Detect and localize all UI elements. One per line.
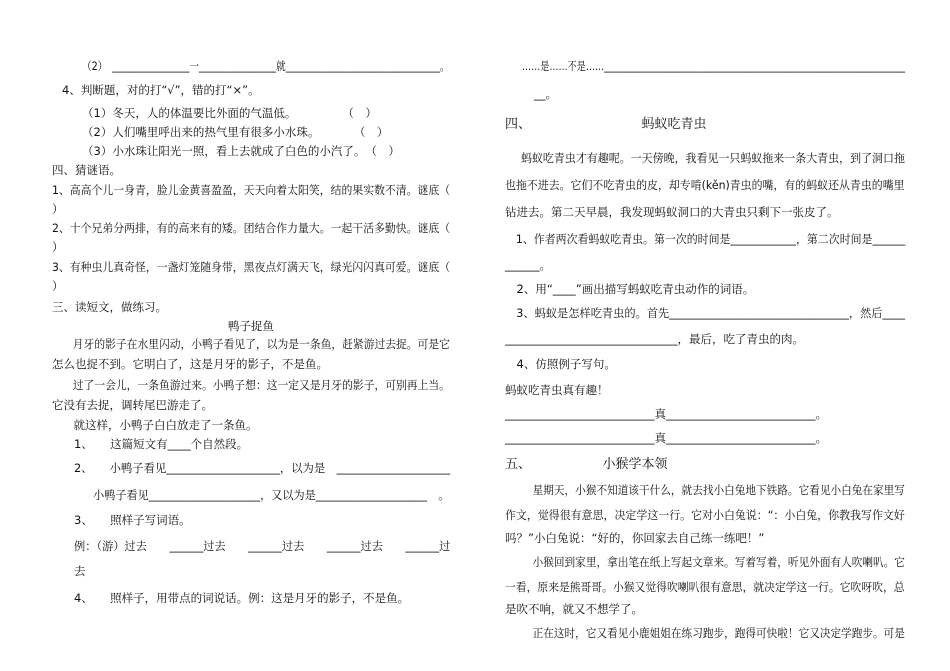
example-sentence: 蚂蚁吃青虫真有趣！: [505, 383, 609, 397]
question-3: 3、蚂蚁是怎样吃青虫的。首先________________________________，然后____: [505, 306, 905, 320]
riddle-2-close: ）: [52, 240, 64, 254]
story-paragraph-line: 它没有去捉，调转尾巴游走了。: [52, 398, 213, 412]
question-1: 1、作者两次看蚂蚁吃青虫。第一次的时间是____________，第二次时间是______: [505, 232, 906, 246]
reading-heading: 三、读短文，做练习。: [52, 300, 167, 314]
riddle-2: 2、十个兄弟分两排，有的高来有的矮。团结合作力量大。一起干活多勤快。谜底（: [52, 221, 451, 235]
sentence-blank-2: __________________________真__________________________。: [505, 431, 827, 445]
judge-item-2: （2）人们嘴里呼出来的热气里有很多小水珠。 （ ）: [82, 125, 389, 139]
exercise-4: 4、 照样子，用带点的词说话。例：这是月牙的影子，不是鱼。: [74, 591, 410, 605]
passage-line: 小猴回到家里，拿出笔在纸上写起文章来。写着写着，听见外面有人吹喇叭。它: [522, 555, 905, 569]
judge-item-3: （3）小水珠让阳光一照，看上去就成了白色的小汽了。 （ ）: [82, 144, 400, 158]
exercise-3: 3、 照样子写词语。: [74, 513, 191, 527]
exercise-2: 2、 小鸭子看见____________________，以为是 ____________________: [74, 461, 451, 475]
exercise-3-continued: 去: [74, 564, 86, 578]
passage-line: 吗？”小白兔说：“好的，你回家去自己练一练吧！”: [505, 531, 765, 545]
sentence-pattern-blank-end: __。: [534, 87, 557, 101]
exercise-2-continued: 小鸭子看见____________________，又以为是____________________ 。: [82, 488, 450, 502]
riddle-3-close: ）: [52, 279, 64, 293]
passage-line: 蚂蚁吃青虫才有趣呢。一天傍晚，我看见一只蚂蚁拖来一条大青虫，到了洞口拖: [510, 151, 905, 165]
passage-line: 钻进去。第二天早晨，我发现蚂蚁洞口的大青虫只剩下一张皮了。: [505, 205, 839, 219]
story-paragraph-line: 过了一会儿，一条鱼游过来。小鸭子想：这一定又是月牙的影子，可别再上当。: [62, 378, 450, 392]
riddle-1-close: ）: [52, 202, 64, 216]
story-paragraph-line: 怎么也捉不到。它明白了，这是月牙的影子，不是鱼。: [52, 357, 328, 371]
sentence-blank-1: __________________________真__________________________。: [505, 407, 827, 421]
q2-fill-blank: （2） ________________一________________就________________________________。: [82, 59, 450, 73]
passage-line: 作文，觉得很有意思，决定学这一行。它对小白兔说：“：小白兔，你教我写作文好: [505, 508, 905, 522]
question-4: 4、仿照例子写句。: [505, 357, 616, 371]
story-paragraph-line: 就这样，小鸭子白白放走了一条鱼。: [62, 418, 258, 432]
passage-line: 正在这时，它又看见小鹿姐姐在练习跑步，跑得可快啦！它又决定学跑步。可是: [522, 626, 905, 640]
passage-line: 是吹不响，就又不想学了。: [505, 602, 643, 616]
story-title: 鸭子捉鱼: [228, 319, 274, 333]
story-paragraph-line: 月牙的影子在水里闪动，小鸭子看见了，以为是一条鱼，赶紧游过去捉。可是它: [62, 337, 450, 351]
passage-5-heading: 五、 小猴学本领: [505, 457, 668, 472]
exercise-1: 1、 这篇短文有____个自然段。: [74, 437, 249, 451]
passage-4-heading: 四、 蚂蚁吃青虫: [505, 117, 707, 132]
sentence-pattern-blank: ……是……不是……__________________________________________________________________: [522, 59, 906, 73]
passage-line: 也拖不进去。它们不吃青虫的皮，却专啃(kěn)青虫的嘴，有的蚂蚁还从青虫的嘴里: [505, 178, 905, 192]
exercise-3-example: 例：（游）过去 ______过去 ______过去 ______过去 ______过: [74, 539, 451, 553]
judge-question-heading: 4、判断题，对的打“√”，错的打“×”。: [62, 83, 260, 97]
passage-line: 一看，原来是熊哥哥。小猴又觉得吹喇叭很有意思，就决定学这一行。它吹呀吹，总: [505, 580, 905, 594]
riddle-heading: 四、猜谜语。: [52, 163, 121, 177]
question-3-continued: ______________________________，最后，吃了青虫的肉。: [505, 332, 804, 346]
riddle-3: 3、有种虫儿真奇怪，一盏灯笼随身带，黑夜点灯满天飞，绿光闪闪真可爱。谜底（: [52, 260, 451, 274]
passage-line: 星期天，小猴不知道该干什么，就去找小白兔地下铁路。它看见小白兔在家里写: [522, 483, 905, 497]
question-1-continued: ______。: [505, 258, 551, 272]
question-2: 2、用“____”画出描写蚂蚁吃青虫动作的词语。: [505, 282, 755, 296]
riddle-1: 1、高高个儿一身青，脸儿金黄喜盈盈，天天向着太阳笑，结的果实数不清。谜底（: [52, 183, 451, 197]
judge-item-1: （1）冬天，人的体温要比外面的气温低。 （ ）: [82, 106, 377, 120]
